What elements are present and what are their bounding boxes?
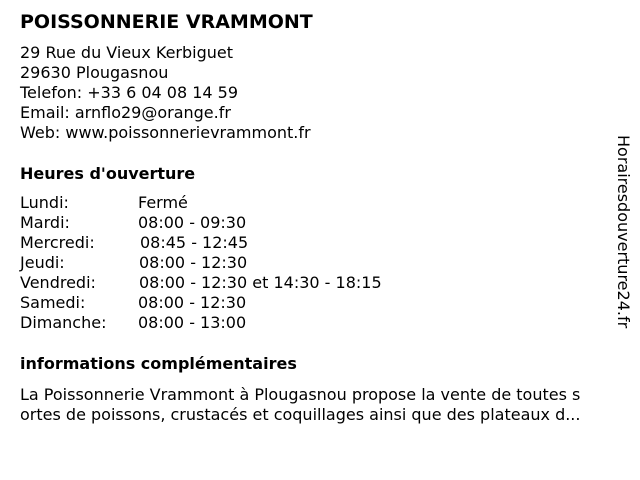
time-value: 08:00 - 12:30 bbox=[138, 293, 247, 312]
day-label: Mardi: bbox=[20, 213, 70, 232]
time-value: 08:00 - 12:30 et 14:30 - 18:15 bbox=[139, 273, 382, 292]
email-address: Email: arnflo29@orange.fr bbox=[20, 103, 231, 122]
phone-number: Telefon: +33 6 04 08 14 59 bbox=[20, 83, 239, 102]
info-heading: informations complémentaires bbox=[20, 354, 297, 373]
time-value: 08:00 - 09:30 bbox=[138, 213, 247, 232]
shop-name: POISSONNERIE VRAMMONT bbox=[20, 11, 313, 33]
info-line-1: La Poissonnerie Vrammont à Plougasnou propose la vente de toutes s bbox=[20, 385, 581, 404]
day-label: Jeudi: bbox=[20, 253, 65, 272]
address-street: 29 Rue du Vieux Kerbiguet bbox=[20, 43, 234, 62]
time-value: 08:00 - 13:00 bbox=[138, 313, 247, 332]
website: Web: www.poissonnerievrammont.fr bbox=[20, 123, 311, 142]
day-label: Vendredi: bbox=[20, 273, 96, 292]
day-label: Samedi: bbox=[20, 293, 86, 312]
contact-block bbox=[20, 43, 311, 143]
day-label: Dimanche: bbox=[20, 313, 107, 332]
info-text bbox=[20, 385, 630, 425]
site-watermark: Horairesdouverture24.fr bbox=[614, 135, 633, 329]
day-label: Mercredi: bbox=[20, 233, 95, 252]
time-value: 08:00 - 12:30 bbox=[139, 253, 248, 272]
info-line-2: ortes de poissons, crustacés et coquillages ainsi que des plateaux d... bbox=[20, 405, 581, 424]
address-city: 29630 Plougasnou bbox=[20, 63, 169, 82]
day-label: Lundi: bbox=[20, 193, 69, 212]
time-value: 08:45 - 12:45 bbox=[140, 233, 249, 252]
time-value: Fermé bbox=[138, 193, 188, 212]
hours-heading: Heures d'ouverture bbox=[20, 164, 196, 183]
